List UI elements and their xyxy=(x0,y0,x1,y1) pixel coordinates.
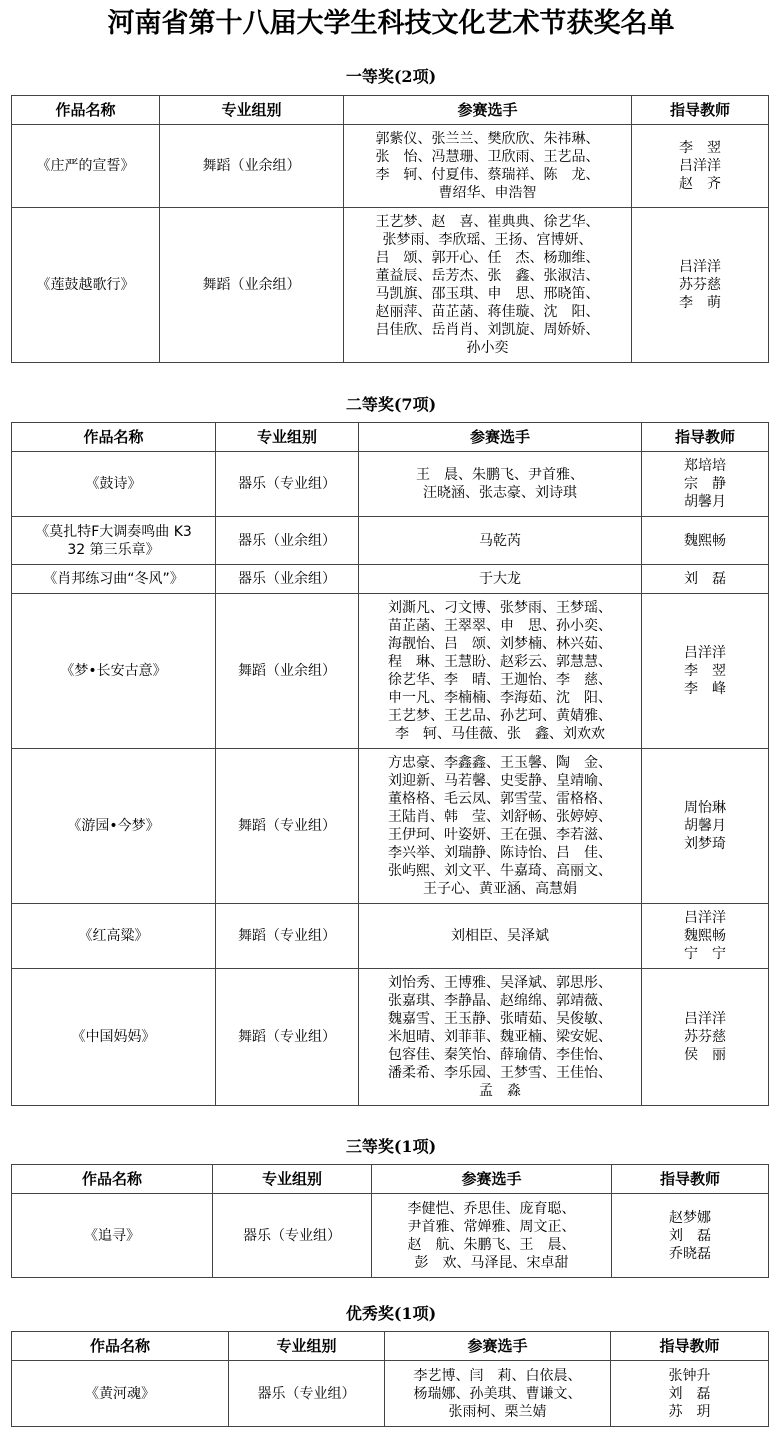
group: 器乐（业余组） xyxy=(216,517,359,565)
players: 李健恺、乔思佳、庞育聪、 尹首雅、常婵雅、周文正、 赵 航、朱鹏飞、王 晨、 彭 欢、马泽昆、宋卓甜 xyxy=(372,1194,612,1278)
section-title-third-prize: 三等奖(1项) xyxy=(345,1137,437,1156)
work-name: 《游园•今梦》 xyxy=(12,749,216,904)
work-name: 《鼓诗》 xyxy=(12,452,216,517)
players: 刘相臣、吴泽斌 xyxy=(359,904,642,969)
table-row xyxy=(12,594,769,749)
table-row xyxy=(12,969,769,1106)
header-players: 参赛选手 xyxy=(372,1165,612,1194)
table-row xyxy=(12,1361,769,1427)
header-group: 专业组别 xyxy=(213,1165,372,1194)
teachers: 吕洋洋 苏芬慈 侯 丽 xyxy=(642,969,769,1106)
players: 王艺梦、赵 喜、崔典典、徐艺华、 张梦雨、李欣瑶、王扬、宫博妍、 吕 颂、郭开心、任 杰、杨珈维、 董益辰、岳芳杰、张 鑫、张淑洁、 马凯旗、邵玉琪、申 思、邢晓笛、 赵丽萍、苗芷菡、蒋佳璇、沈 阳、 吕佳欣、岳肖肖、刘凯旋、周娇娇、 孙小奕 xyxy=(344,208,632,363)
group: 器乐（业余组） xyxy=(216,565,359,594)
players: 刘怡秀、王博雅、吴泽斌、郭思彤、 张嘉琪、李静晶、赵绵绵、郭靖薇、 魏嘉雪、王玉静、张晴茹、吴俊敏、 米旭晴、刘菲菲、魏亚楠、梁安妮、 包容佳、秦笑怡、薛瑜倩、李佳怡、 潘柔希、李乐园、王梦雪、王佳怡、 孟 淼 xyxy=(359,969,642,1106)
teachers: 赵梦娜 刘 磊 乔晓磊 xyxy=(612,1194,769,1278)
table-row xyxy=(12,904,769,969)
players: 于大龙 xyxy=(359,565,642,594)
header-teachers: 指导教师 xyxy=(632,96,769,125)
group: 器乐（专业组） xyxy=(213,1194,372,1278)
players: 王 晨、朱鹏飞、尹首雅、 汪晓涵、张志豪、刘诗琪 xyxy=(359,452,642,517)
teachers: 郑培培 宗 静 胡馨月 xyxy=(642,452,769,517)
header-teachers: 指导教师 xyxy=(611,1332,769,1361)
group: 舞蹈（专业组） xyxy=(216,969,359,1106)
section-title-first-prize: 一等奖(2项) xyxy=(345,67,437,86)
header-teachers: 指导教师 xyxy=(612,1165,769,1194)
table-row xyxy=(12,517,769,565)
header-group: 专业组别 xyxy=(229,1332,385,1361)
header-work: 作品名称 xyxy=(12,1165,213,1194)
teachers: 吕洋洋 魏熙畅 宁 宁 xyxy=(642,904,769,969)
work-name: 《黄河魂》 xyxy=(12,1361,229,1427)
table-row xyxy=(12,208,769,363)
group: 舞蹈（业余组） xyxy=(216,594,359,749)
players: 马乾芮 xyxy=(359,517,642,565)
group: 器乐（专业组） xyxy=(229,1361,385,1427)
header-teachers: 指导教师 xyxy=(642,423,769,452)
teachers: 周怡琳 胡馨月 刘梦琦 xyxy=(642,749,769,904)
second-prize-table xyxy=(11,422,769,1106)
table-header-row xyxy=(12,1332,769,1361)
table-header-row xyxy=(12,1165,769,1194)
work-name: 《庄严的宣誓》 xyxy=(12,125,160,208)
header-work: 作品名称 xyxy=(12,423,216,452)
group: 舞蹈（业余组） xyxy=(160,208,344,363)
first-prize-table xyxy=(11,95,769,363)
work-name: 《红高粱》 xyxy=(12,904,216,969)
header-work: 作品名称 xyxy=(12,96,160,125)
work-name: 《追寻》 xyxy=(12,1194,213,1278)
section-title-excellence-prize: 优秀奖(1项) xyxy=(345,1304,437,1323)
header-work: 作品名称 xyxy=(12,1332,229,1361)
teachers: 魏熙畅 xyxy=(642,517,769,565)
work-name: 《中国妈妈》 xyxy=(12,969,216,1106)
table-row xyxy=(12,1194,769,1278)
page-title: 河南省第十八届大学生科技文化艺术节获奖名单 xyxy=(107,8,675,39)
table-row xyxy=(12,749,769,904)
header-players: 参赛选手 xyxy=(359,423,642,452)
group: 舞蹈（专业组） xyxy=(216,749,359,904)
table-header-row xyxy=(12,96,769,125)
players: 郭紫仪、张兰兰、樊欣欣、朱祎琳、 张 怡、冯慧珊、卫欣雨、王艺品、 李 轲、付夏伟、蔡瑞祥、陈 龙、 曹绍华、申浩智 xyxy=(344,125,632,208)
section-title-second-prize: 二等奖(7项) xyxy=(345,395,437,414)
teachers: 吕洋洋 苏芬慈 李 萌 xyxy=(632,208,769,363)
group: 舞蹈（专业组） xyxy=(216,904,359,969)
players: 刘澌凡、刁文博、张梦雨、王梦瑶、 苗芷菡、王翠翠、申 思、孙小奕、 海靓怡、吕 颂、刘梦楠、林兴茹、 程 琳、王慧盼、赵彩云、郭慧慧、 徐艺华、李 晴、王迦怡、李 慈、 申一凡、李楠楠、李海茹、沈 阳、 王艺梦、王艺品、孙艺珂、黄婧雅、 李 轲、马佳薇、张 鑫、刘欢欢 xyxy=(359,594,642,749)
group: 舞蹈（业余组） xyxy=(160,125,344,208)
teachers: 李 翌 吕洋洋 赵 齐 xyxy=(632,125,769,208)
players: 方忠豪、李鑫鑫、王玉馨、陶 金、 刘迎新、马若馨、史雯静、皇靖喻、 董格格、毛云凤、郭雪莹、雷格格、 王陆肖、韩 莹、刘舒畅、张婷婷、 王伊珂、叶姿妍、王在强、李若滋、 李兴举、刘瑞静、陈诗怡、吕 佳、 张屿熙、刘文平、牛嘉琦、高丽文、 王子心、黄亚涵、高慧娟 xyxy=(359,749,642,904)
work-name: 《肖邦练习曲“冬风”》 xyxy=(12,565,216,594)
table-row xyxy=(12,452,769,517)
group: 器乐（专业组） xyxy=(216,452,359,517)
teachers: 刘 磊 xyxy=(642,565,769,594)
excellence-prize-table xyxy=(11,1331,769,1427)
table-header-row xyxy=(12,423,769,452)
work-name: 《莲鼓越歌行》 xyxy=(12,208,160,363)
header-players: 参赛选手 xyxy=(385,1332,611,1361)
header-group: 专业组别 xyxy=(160,96,344,125)
third-prize-table xyxy=(11,1164,769,1278)
table-row xyxy=(12,125,769,208)
players: 李艺博、闫 莉、白依晨、 杨瑞娜、孙美琪、曹谦文、 张雨柯、栗兰婧 xyxy=(385,1361,611,1427)
work-name: 《梦•长安古意》 xyxy=(12,594,216,749)
header-group: 专业组别 xyxy=(216,423,359,452)
header-players: 参赛选手 xyxy=(344,96,632,125)
teachers: 吕洋洋 李 翌 李 峰 xyxy=(642,594,769,749)
table-row xyxy=(12,565,769,594)
teachers: 张钟升 刘 磊 苏 玥 xyxy=(611,1361,769,1427)
work-name: 《莫扎特F大调奏鸣曲 K3 32 第三乐章》 xyxy=(12,517,216,565)
